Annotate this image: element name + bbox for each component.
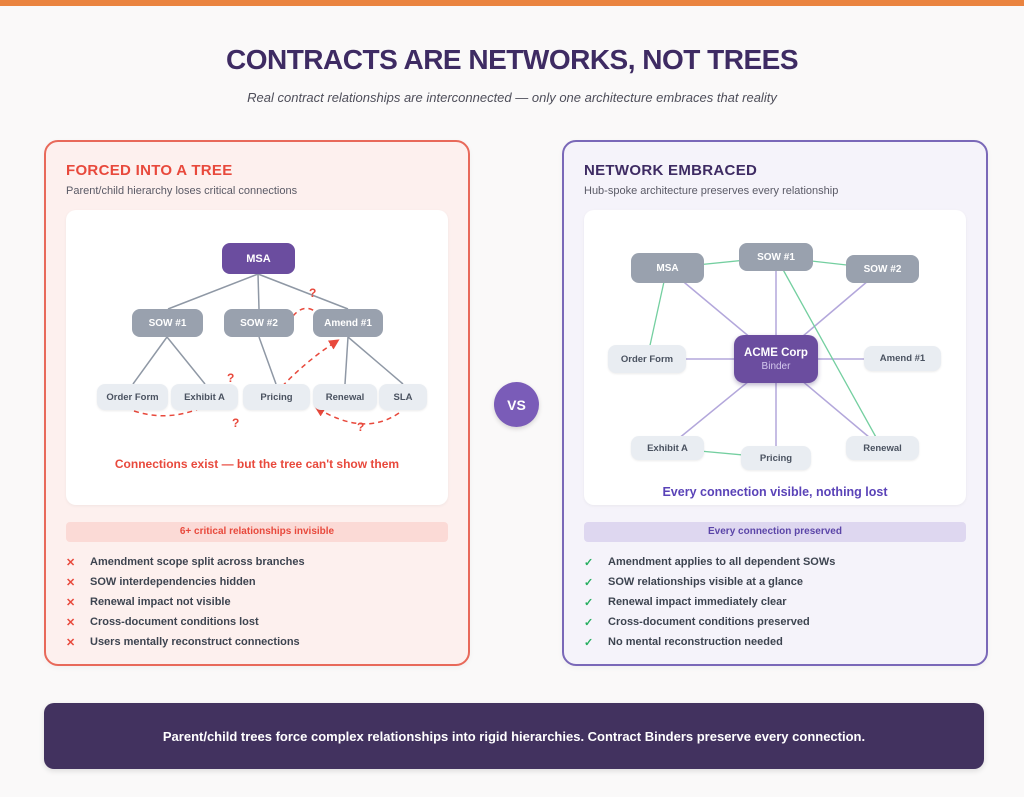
- x-icon: ✕: [66, 596, 76, 609]
- left-item-list: [66, 556, 448, 648]
- question-mark-icon: ?: [232, 416, 240, 430]
- summary-banner-text: Parent/child trees force complex relationships into rigid hierarchies. Contract Binders preserve every connection.: [162, 728, 866, 744]
- question-mark-icon: ?: [357, 420, 365, 434]
- list-item-label: Amendment scope split across branches: [90, 556, 305, 568]
- right-panel-subtitle: Hub-spoke architecture preserves every relationship: [584, 185, 839, 197]
- network-node-pricing: Pricing: [741, 446, 811, 470]
- question-mark-icon: ?: [309, 286, 317, 300]
- panel-network-embraced: [562, 140, 988, 666]
- page-subtitle: Real contract relationships are interconnected — only one architecture embraces that reality: [247, 90, 777, 105]
- network-hub-binder: [734, 335, 818, 383]
- tree-node-msa: MSA: [222, 243, 295, 274]
- right-panel-title: NETWORK EMBRACED: [584, 162, 758, 179]
- list-item: [66, 556, 448, 568]
- list-item-label: SOW interdependencies hidden: [90, 576, 256, 588]
- network-node-renewal: Renewal: [846, 436, 919, 460]
- list-item-label: No mental reconstruction needed: [608, 636, 783, 648]
- list-item-label: Users mentally reconstruct connections: [90, 636, 300, 648]
- right-item-list: [584, 556, 966, 648]
- list-item: [66, 636, 448, 648]
- panel-forced-into-a-tree: [44, 140, 470, 666]
- x-icon: ✕: [66, 636, 76, 649]
- page-title: CONTRACTS ARE NETWORKS, NOT TREES: [225, 44, 799, 75]
- network-node-msa: MSA: [631, 253, 704, 283]
- hub-title: ACME Corp: [744, 346, 808, 359]
- check-icon: ✓: [584, 596, 594, 609]
- tree-node-sow2: SOW #2: [224, 309, 294, 337]
- tree-diagram-card: [66, 210, 448, 505]
- network-node-exhibit-a: Exhibit A: [631, 436, 704, 460]
- check-icon: ✓: [584, 616, 594, 629]
- tree-caption: Connections exist — but the tree can't show them: [114, 457, 400, 471]
- left-status-badge: 6+ critical relationships invisible: [66, 522, 448, 542]
- tree-node-sla: SLA: [379, 384, 427, 410]
- check-icon: ✓: [584, 576, 594, 589]
- summary-banner: [44, 703, 984, 769]
- list-item-label: Renewal impact immediately clear: [608, 596, 787, 608]
- list-item: [584, 576, 966, 588]
- network-node-sow1: SOW #1: [739, 243, 813, 271]
- network-node-order-form: Order Form: [608, 345, 686, 373]
- network-diagram-card: [584, 210, 966, 505]
- list-item: [584, 636, 966, 648]
- network-caption: Every connection visible, nothing lost: [662, 485, 888, 499]
- list-item-label: SOW relationships visible at a glance: [608, 576, 804, 588]
- list-item-label: Amendment applies to all dependent SOWs: [608, 556, 836, 568]
- list-item: [66, 616, 448, 628]
- list-item: [584, 596, 966, 608]
- network-node-amend1: Amend #1: [864, 346, 941, 371]
- list-item: [584, 556, 966, 568]
- x-icon: ✕: [66, 576, 76, 589]
- right-status-badge: Every connection preserved: [584, 522, 966, 542]
- x-icon: ✕: [66, 556, 76, 569]
- tree-node-pricing: Pricing: [243, 384, 310, 410]
- list-item: [66, 596, 448, 608]
- list-item-label: Renewal impact not visible: [90, 596, 231, 608]
- x-icon: ✕: [66, 616, 76, 629]
- check-icon: ✓: [584, 636, 594, 649]
- tree-node-renewal: Renewal: [313, 384, 377, 410]
- list-item: [584, 616, 966, 628]
- network-node-sow2: SOW #2: [846, 255, 919, 283]
- list-item-label: Cross-document conditions preserved: [608, 616, 810, 628]
- left-panel-subtitle: Parent/child hierarchy loses critical connections: [66, 185, 298, 197]
- list-item: [66, 576, 448, 588]
- accent-top-bar: [0, 0, 1024, 6]
- list-item-label: Cross-document conditions lost: [90, 616, 259, 628]
- tree-node-exhibit-a: Exhibit A: [171, 384, 238, 410]
- hub-subtitle: Binder: [761, 360, 791, 372]
- vs-badge: VS: [494, 382, 539, 427]
- tree-node-sow1: SOW #1: [132, 309, 203, 337]
- check-icon: ✓: [584, 556, 594, 569]
- tree-node-order-form: Order Form: [97, 384, 168, 410]
- left-panel-title: FORCED INTO A TREE: [66, 162, 233, 179]
- question-mark-icon: ?: [227, 371, 235, 385]
- tree-node-amend1: Amend #1: [313, 309, 383, 337]
